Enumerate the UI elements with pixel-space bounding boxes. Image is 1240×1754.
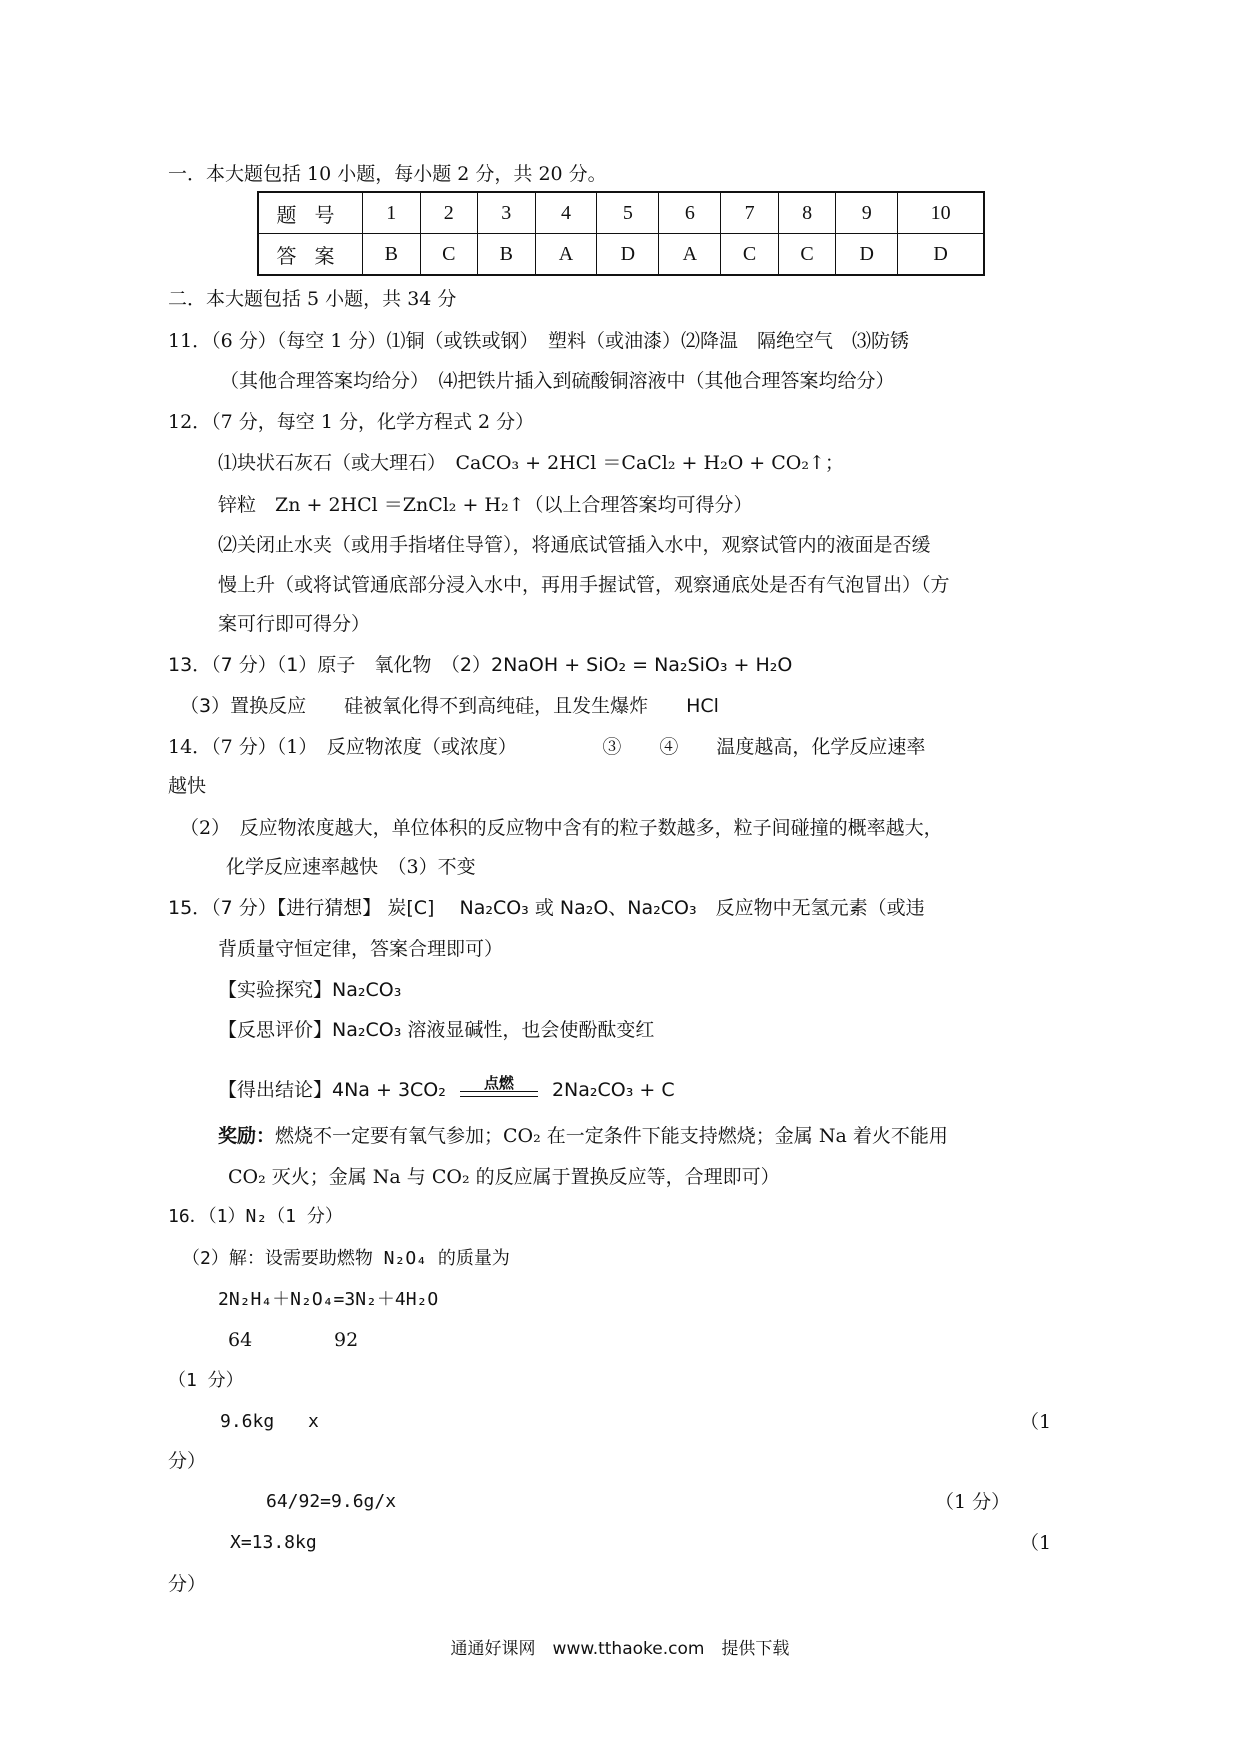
q16-score-open2: （1	[1020, 1532, 1052, 1554]
q14-line1: 14．（7 分）（1） 反应物浓度（或浓度） ③ ④ 温度越高，化学反应速率	[168, 736, 926, 758]
q15-line3: 【实验探究】Na₂CO₃	[218, 979, 402, 1001]
table-cell: 7	[721, 192, 779, 234]
q11-line2: （其他合理答案均给分） ⑷把铁片插入到硫酸铜溶液中（其他合理答案均给分）	[220, 370, 895, 392]
q16-equation: 2N₂H₄＋N₂O₄=3N₂＋4H₂O	[218, 1289, 439, 1310]
table-cell: 4	[535, 192, 597, 234]
q12-line3: 锌粒 Zn + 2HCl ＝ZnCl₂ + H₂↑（以上合理答案均可得分）	[218, 494, 753, 516]
q15-line5	[218, 1073, 675, 1103]
q16-line2: （2）解：设需要助燃物 N₂O₄ 的质量为	[182, 1248, 510, 1269]
q16-result: X=13.8kg	[230, 1532, 317, 1553]
table-cell: B	[363, 234, 421, 276]
table-cell: 3	[478, 192, 536, 234]
q16-line1: 16．（1）N₂（1 分）	[168, 1206, 343, 1227]
q13-line1: 13．（7 分）（1）原子 氧化物 （2）2NaOH + SiO₂ = Na₂SiO₃ + H₂O	[168, 654, 793, 676]
q14-line2: 越快	[168, 775, 207, 797]
reaction-arrow	[460, 1073, 538, 1103]
table-cell: C	[721, 234, 779, 276]
table-cell: 9	[836, 192, 898, 234]
q12-line1: 12．（7 分，每空 1 分，化学方程式 2 分）	[168, 411, 535, 433]
q15-line1: 15．（7 分）【进行猜想】 炭[C] Na₂CO₃ 或 Na₂O、Na₂CO₃ 反应物中无氢元素（或违	[168, 897, 925, 919]
table-cell: A	[659, 234, 721, 276]
table-cell: 2	[420, 192, 478, 234]
page-footer: 通通好课网 www.tthaoke.com 提供下载	[450, 1639, 790, 1659]
row-label-number: 题号	[258, 192, 363, 234]
row-label-answer: 答案	[258, 234, 363, 276]
q12-line2: ⑴块状石灰石（或大理石） CaCO₃ + 2HCl ＝CaCl₂ + H₂O + CO₂↑；	[218, 452, 844, 474]
q16-mass: 9.6kg	[220, 1411, 275, 1432]
q15-reward-line2: CO₂ 灭火；金属 Na 与 CO₂ 的反应属于置换反应等，合理即可）	[228, 1166, 780, 1188]
q16-score1: （1 分）	[168, 1370, 244, 1391]
q14-line4: 化学反应速率越快 （3）不变	[226, 856, 476, 878]
conclusion-right: 2Na₂CO₃ + C	[551, 1079, 675, 1101]
q16-n64: 64	[228, 1329, 253, 1351]
reward-text: 燃烧不一定要有氧气参加；CO₂ 在一定条件下能支持燃烧；金属 Na 着火不能用	[275, 1125, 948, 1147]
q12-line4: ⑵关闭止水夹（或用手指堵住导管），将通底试管插入水中，观察试管内的液面是否缓	[218, 534, 931, 556]
table-cell: C	[420, 234, 478, 276]
table-cell: D	[836, 234, 898, 276]
table-row-numbers	[258, 192, 984, 234]
q12-line5: 慢上升（或将试管通底部分浸入水中，再用手握试管，观察通底处是否有气泡冒出）（方	[218, 574, 950, 596]
q16-ratio: 64/92=9.6g/x	[266, 1491, 397, 1512]
q16-score-open1: （1	[1020, 1411, 1052, 1433]
q15-line2: 背质量守恒定律，答案合理即可）	[218, 938, 504, 960]
answer-table	[257, 191, 985, 276]
q16-score2: （1 分）	[935, 1491, 1011, 1513]
table-row-answers	[258, 234, 984, 276]
section1-heading: 一．本大题包括 10 小题，每小题 2 分，共 20 分。	[168, 163, 607, 185]
table-cell: A	[535, 234, 597, 276]
q15-reward-line1	[218, 1124, 948, 1148]
q16-score-close1: 分）	[168, 1450, 207, 1472]
table-cell: 10	[898, 192, 984, 234]
section2-heading: 二．本大题包括 5 小题，共 34 分	[168, 288, 457, 310]
table-cell: 5	[597, 192, 659, 234]
table-cell: 6	[659, 192, 721, 234]
reaction-condition: 点燃	[483, 1073, 514, 1092]
table-cell: 1	[363, 192, 421, 234]
table-cell: 8	[778, 192, 836, 234]
q14-line3: （2） 反应物浓度越大，单位体积的反应物中含有的粒子数越多，粒子间碰撞的概率越大，	[180, 817, 943, 839]
table-cell: B	[478, 234, 536, 276]
q13-line2: （3）置换反应 硅被氧化得不到高纯硅，且发生爆炸 HCl	[180, 695, 719, 717]
q12-line6: 案可行即可得分）	[218, 613, 371, 635]
q16-n92: 92	[334, 1329, 359, 1351]
table-cell: C	[778, 234, 836, 276]
reward-label: 奖励：	[218, 1125, 276, 1147]
q11-line1: 11．（6 分）（每空 1 分）⑴铜（或铁或钢） 塑料（或油漆）⑵降温 隔绝空气 ⑶防锈	[168, 330, 909, 352]
table-cell: D	[898, 234, 984, 276]
table-cell: D	[597, 234, 659, 276]
conclusion-left: 【得出结论】4Na + 3CO₂	[218, 1079, 446, 1101]
q16-score-close2: 分）	[168, 1573, 207, 1595]
q16-x: x	[308, 1411, 319, 1432]
q15-line4: 【反思评价】Na₂CO₃ 溶液显碱性，也会使酚酞变红	[218, 1019, 655, 1041]
